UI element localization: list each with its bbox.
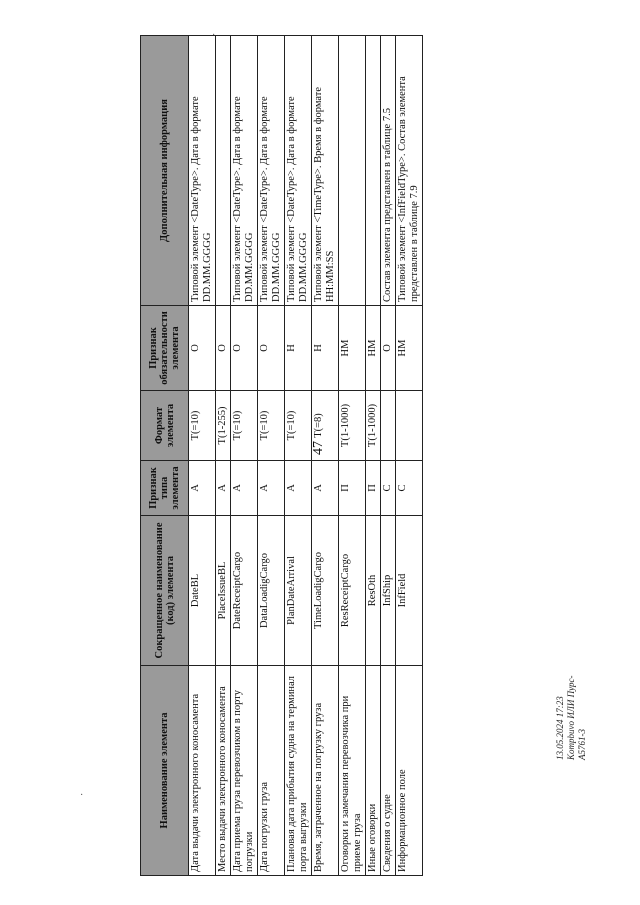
table-row [189,36,216,876]
cell-element-name: Иные оговорки [366,666,381,876]
cell-element-type: П [366,461,381,516]
header-additional-info: Дополнительная информация [141,36,189,306]
table-row [216,36,231,876]
cell-additional-info: Типовой элемент <TimeType>. Время в формате HH:MM:SS [312,36,339,306]
cell-element-required: Н [285,306,312,391]
cell-element-format: T(=10) [231,391,258,461]
cell-additional-info: Типовой элемент <DateType>. Дата в формате DD.MM.GGGG [189,36,216,306]
cell-element-type: А [231,461,258,516]
table-row [285,36,312,876]
cell-element-name: Сведения о судне [381,666,396,876]
cell-element-code: ResOth [366,516,381,666]
cell-element-type: С [381,461,396,516]
rotated-table-container [140,36,420,876]
cell-additional-info [339,36,366,306]
cell-element-code: PlaceIssueBL [216,516,231,666]
header-element-type: Признак типа элемента [141,461,189,516]
cell-element-name: Информационное поле [396,666,423,876]
cell-element-name: Место выдачи электронного коносамента [216,666,231,876]
scan-mark: · [212,30,216,41]
cell-element-type: А [285,461,312,516]
cell-element-code: PlanDateArrival [285,516,312,666]
cell-element-code: DataLoadigCargo [258,516,285,666]
cell-element-required: О [258,306,285,391]
cell-element-name: Дата выдачи электронного коносамента [189,666,216,876]
cell-element-code: InfShip [381,516,396,666]
header-element-required: Признак обязательности элемента [141,306,189,391]
cell-element-type: А [189,461,216,516]
cell-element-type: П [339,461,366,516]
table-row [381,36,396,876]
scan-mark: · [80,790,84,801]
cell-element-required: О [189,306,216,391]
table-header-row [141,36,189,876]
table-row [258,36,285,876]
cell-element-required: О [231,306,258,391]
header-element-format: Формат элемента [141,391,189,461]
cell-additional-info [366,36,381,306]
cell-element-type: С [396,461,423,516]
cell-additional-info: Типовой элемент <DateType>. Дата в формате DD.MM.GGGG [285,36,312,306]
cell-element-type: А [216,461,231,516]
header-element-code: Сокращенное наименование (код) элемента [141,516,189,666]
cell-element-format: T(=10) [189,391,216,461]
cell-element-required: О [381,306,396,391]
cell-element-format: T(=8) [312,391,339,461]
cell-element-type: А [312,461,339,516]
cell-element-name: Время, затраченное на погрузку груза [312,666,339,876]
table-row [231,36,258,876]
cell-element-required: О [216,306,231,391]
cell-element-required: НМ [366,306,381,391]
table-row [312,36,339,876]
cell-element-format [396,391,423,461]
table-row [339,36,366,876]
cell-element-code: DateReceiptCargo [231,516,258,666]
table-row [396,36,423,876]
cell-additional-info: Типовой элемент <DateType>. Дата в формате DD.MM.GGGG [258,36,285,306]
cell-element-format: T(1-255) [216,391,231,461]
cell-element-format: T(=10) [258,391,285,461]
cell-additional-info: Состав элемента представлен в таблице 7.5 [381,36,396,306]
cell-element-required: Н [312,306,339,391]
table-row [366,36,381,876]
cell-element-required: НМ [339,306,366,391]
cell-additional-info: Типовой элемент <InfFieldType>. Состав элемента представлен в таблице 7.9 [396,36,423,306]
cell-element-format: T(1-1000) [339,391,366,461]
cell-element-name: Плановая дата прибытия судна на терминал порта выгрузки [285,666,312,876]
cell-element-code: ResReceiptCargo [339,516,366,666]
cell-element-format: T(1-1000) [366,391,381,461]
cell-element-name: Оговорки и замечания перевозчика при приеме груза [339,666,366,876]
header-element-name: Наименование элемента [141,666,189,876]
signature-stamp [555,650,588,760]
page-number: 47 [311,441,326,455]
cell-additional-info: Типовой элемент <DateType>. Дата в формате DD.MM.GGGG [231,36,258,306]
cell-element-code: TimeLoadigCargo [312,516,339,666]
signature-name: Kompbuvo ИЛИ Пурс-А5761-3 [566,675,587,760]
cell-element-type: А [258,461,285,516]
cell-element-code: InfField [396,516,423,666]
cell-element-format [381,391,396,461]
cell-additional-info [216,36,231,306]
cell-element-name: Дата приема груза перевозчиком в порту погрузки [231,666,258,876]
elements-table [140,35,423,876]
cell-element-required: НМ [396,306,423,391]
cell-element-format: T(=10) [285,391,312,461]
cell-element-code: DateBL [189,516,216,666]
cell-element-name: Дата погрузки груза [258,666,285,876]
signature-date: 13.05.2024 17:23 [555,696,565,760]
